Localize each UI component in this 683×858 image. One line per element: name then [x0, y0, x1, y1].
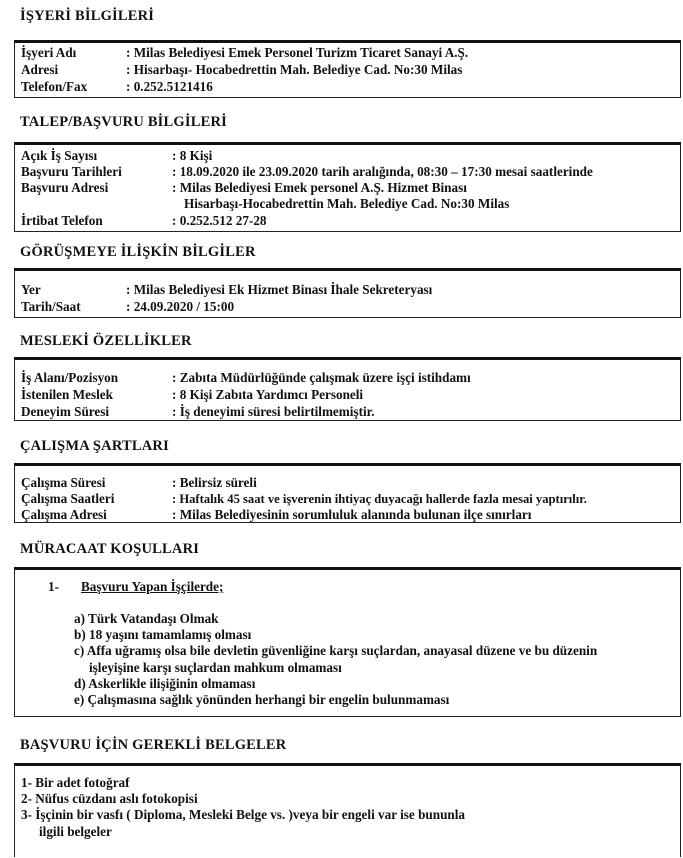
section-heading-muracaat: MÜRACAAT KOŞULLARI — [20, 541, 200, 557]
talep-label: İrtibat Telefon — [21, 213, 103, 228]
section-heading-belgeler: BAŞVURU İÇİN GEREKLİ BELGELER — [20, 737, 287, 753]
calisma-value: : Haftalık 45 saat ve işverenin ihtiyaç duyacağı hallerde fazla mesai yaptırılır. — [172, 492, 587, 506]
condition-item: a) Türk Vatandaşı Olmak — [74, 611, 219, 626]
muracaat-item-number: 1- — [48, 579, 59, 594]
calisma-value: : Belirsiz süreli — [172, 475, 257, 490]
document-item: 2- Nüfus cüzdanı aslı fotokopisi — [21, 791, 198, 806]
talep-value: : 8 Kişi — [172, 148, 213, 163]
calisma-value: : Milas Belediyesinin sorumluluk alanında bulunan ilçe sınırları — [172, 507, 532, 522]
mesleki-label: İstenilen Meslek — [21, 387, 113, 402]
calisma-label: Çalışma Adresi — [21, 507, 107, 522]
isyeri-label: Telefon/Fax — [21, 79, 88, 94]
talep-label: Başvuru Tarihleri — [21, 164, 122, 179]
talep-value: : 0.252.512 27-28 — [172, 213, 267, 228]
isyeri-label: İşyeri Adı — [21, 45, 77, 60]
document-item: ilgili belgeler — [39, 824, 112, 839]
isyeri-value: : Hisarbaşı- Hocabedrettin Mah. Belediye Cad. No:30 Milas — [126, 62, 463, 77]
calisma-label: Çalışma Süresi — [21, 475, 106, 490]
talep-value: : Milas Belediyesi Emek personel A.Ş. Hizmet Binası — [172, 180, 467, 195]
condition-item: d) Askerlikle ilişiğinin olmaması — [74, 676, 256, 691]
talep-label: Başvuru Adresi — [21, 180, 109, 195]
isyeri-box — [14, 40, 681, 98]
gorusme-value: : Milas Belediyesi Ek Hizmet Binası İhale Sekreteryası — [126, 282, 433, 297]
mesleki-box — [14, 357, 681, 421]
muracaat-item-title: Başvuru Yapan İşçilerde; — [81, 579, 224, 594]
talep-value: : 18.09.2020 ile 23.09.2020 tarih aralığında, 08:30 – 17:30 mesai saatlerinde — [172, 164, 593, 179]
condition-item: b) 18 yaşını tamamlamış olması — [74, 627, 252, 642]
calisma-label: Çalışma Saatleri — [21, 491, 115, 506]
section-heading-gorusme: GÖRÜŞMEYE İLİŞKİN BİLGİLER — [20, 244, 256, 260]
condition-item: işleyişine karşı suçlardan mahkum olmaması — [89, 660, 342, 675]
isyeri-value: : Milas Belediyesi Emek Personel Turizm Ticaret Sanayi A.Ş. — [126, 45, 469, 60]
gorusme-box — [14, 268, 681, 318]
mesleki-value: : 8 Kişi Zabıta Yardımcı Personeli — [172, 387, 364, 402]
mesleki-value: : İş deneyimi süresi belirtilmemiştir. — [172, 404, 375, 419]
talep-box — [14, 142, 681, 232]
document-item: 1- Bir adet fotoğraf — [21, 775, 130, 790]
condition-item: c) Affa uğramış olsa bile devletin güvenliğine karşı suçlardan, anayasal düzene ve bu düzenin — [74, 643, 598, 658]
calisma-box — [14, 463, 681, 523]
gorusme-value: : 24.09.2020 / 15:00 — [126, 299, 235, 314]
talep-value: Hisarbaşı-Hocabedrettin Mah. Belediye Cad. No:30 Milas — [184, 196, 510, 211]
section-heading-isyeri: İŞYERİ BİLGİLERİ — [20, 8, 155, 24]
mesleki-label: İş Alanı/Pozisyon — [21, 370, 119, 385]
document-item: 3- İşçinin bir vasfı ( Diploma, Mesleki Belge vs. )veya bir engeli var ise bununla — [21, 807, 466, 822]
talep-label: Açık İş Sayısı — [21, 148, 98, 163]
gorusme-label: Yer — [21, 282, 41, 297]
muracaat-box — [14, 567, 681, 717]
condition-item: e) Çalışmasına sağlık yönünden herhangi bir engelin bulunmaması — [74, 692, 450, 707]
section-heading-calisma: ÇALIŞMA ŞARTLARI — [20, 438, 169, 454]
gorusme-label: Tarih/Saat — [21, 299, 81, 314]
isyeri-value: : 0.252.5121416 — [126, 79, 213, 94]
mesleki-label: Deneyim Süresi — [21, 404, 110, 419]
section-heading-talep: TALEP/BAŞVURU BİLGİLERİ — [20, 114, 227, 130]
isyeri-label: Adresi — [21, 62, 59, 77]
belgeler-box — [14, 763, 681, 857]
section-heading-mesleki: MESLEKİ ÖZELLİKLER — [20, 333, 192, 349]
mesleki-value: : Zabıta Müdürlüğünde çalışmak üzere işçi istihdamı — [172, 370, 471, 385]
